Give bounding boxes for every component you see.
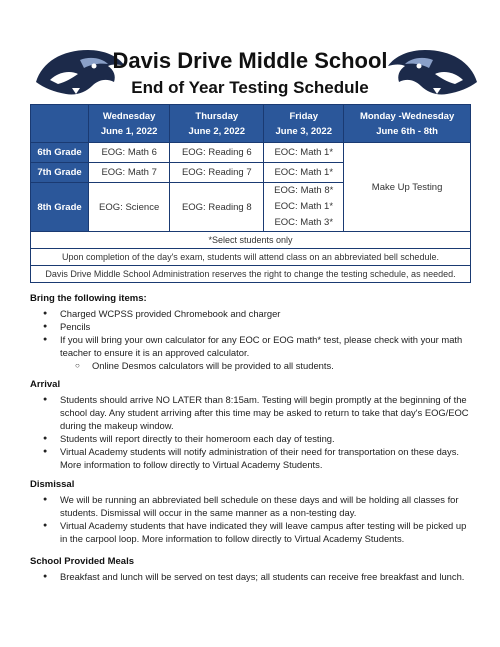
note-row <box>31 249 471 266</box>
list-item: ● Pencils <box>30 320 475 333</box>
note-row <box>31 266 471 283</box>
makeup-testing-cell: Make Up Testing <box>344 143 471 232</box>
section-heading: Bring the following items: <box>30 293 147 304</box>
arrival-section <box>30 378 475 471</box>
testing-schedule-table <box>30 104 471 283</box>
list-item: ● Virtual Academy students that have indicated they will leave campus after testing will be picked up in the carpool loop. More information to follow directly to Virtual Academy Students. <box>30 519 475 545</box>
friday-test: EOG: Math 8* EOC: Math 1* EOC: Math 3* <box>264 183 344 232</box>
bring-items-section <box>30 292 475 372</box>
thursday-test: EOG: Reading 8 <box>170 183 264 232</box>
column-header-makeup: Monday -Wednesday June 6th - 8th <box>344 105 471 143</box>
column-header-thursday: Thursday June 2, 2022 <box>170 105 264 143</box>
list-item: ● Students will report directly to their homeroom each day of testing. <box>30 432 475 445</box>
meals-section <box>30 555 475 583</box>
wednesday-test: EOG: Science <box>89 183 170 232</box>
column-header-wednesday: Wednesday June 1, 2022 <box>89 105 170 143</box>
sub-list-item: ○ Online Desmos calculators will be provided to all students. <box>30 359 475 372</box>
corner-cell <box>31 105 89 143</box>
section-heading: Arrival <box>30 379 61 390</box>
select-students-note: *Select students only <box>31 232 471 249</box>
thursday-test: EOG: Reading 7 <box>170 163 264 183</box>
bell-schedule-note: Upon completion of the day's exam, students will attend class on an abbreviated bell schedule. <box>31 249 471 266</box>
friday-test: EOC: Math 1* <box>264 143 344 163</box>
thursday-test: EOG: Reading 6 <box>170 143 264 163</box>
document-subtitle: End of Year Testing Schedule <box>131 78 369 97</box>
section-heading: Dismissal <box>30 479 75 490</box>
table-header-row <box>31 105 471 143</box>
list-item: ● Virtual Academy students will notify administration of their need for transportation on these days. More information to follow directly to Virtual Academy Students. <box>30 445 475 471</box>
dismissal-section <box>30 478 475 545</box>
list-item: ● We will be running an abbreviated bell schedule on these days and will be holding all classes for students. Dismissal will occur in the same manner as a non-testing day. <box>30 493 475 519</box>
grade-label: 6th Grade <box>31 143 89 163</box>
friday-test: EOC: Math 1* <box>264 163 344 183</box>
wednesday-test: EOG: Math 6 <box>89 143 170 163</box>
wednesday-test: EOG: Math 7 <box>89 163 170 183</box>
note-row <box>31 232 471 249</box>
grade-label: 7th Grade <box>31 163 89 183</box>
section-heading: School Provided Meals <box>30 556 134 567</box>
column-header-friday: Friday June 3, 2022 <box>264 105 344 143</box>
table-row <box>31 143 471 163</box>
document-header <box>0 0 500 104</box>
school-name: Davis Drive Middle School <box>112 48 388 73</box>
list-item: ● Breakfast and lunch will be served on test days; all students can receive free breakfast and lunch. <box>30 570 475 583</box>
schedule-change-note: Davis Drive Middle School Administration reserves the right to change the testing schedule, as needed. <box>31 266 471 283</box>
list-item: ● Students should arrive NO LATER than 8:15am. Testing will begin promptly at the beginning of the school day. Any student arriving after this time may be asked to return to take that day's EOG/EOC during the makeup window. <box>30 393 475 432</box>
grade-label: 8th Grade <box>31 183 89 232</box>
list-item: ● Charged WCPSS provided Chromebook and charger <box>30 307 475 320</box>
list-item: ● If you will bring your own calculator for any EOC or EOG math* test, please check with your math teacher to ensure it is an approved calculator. <box>30 333 475 359</box>
